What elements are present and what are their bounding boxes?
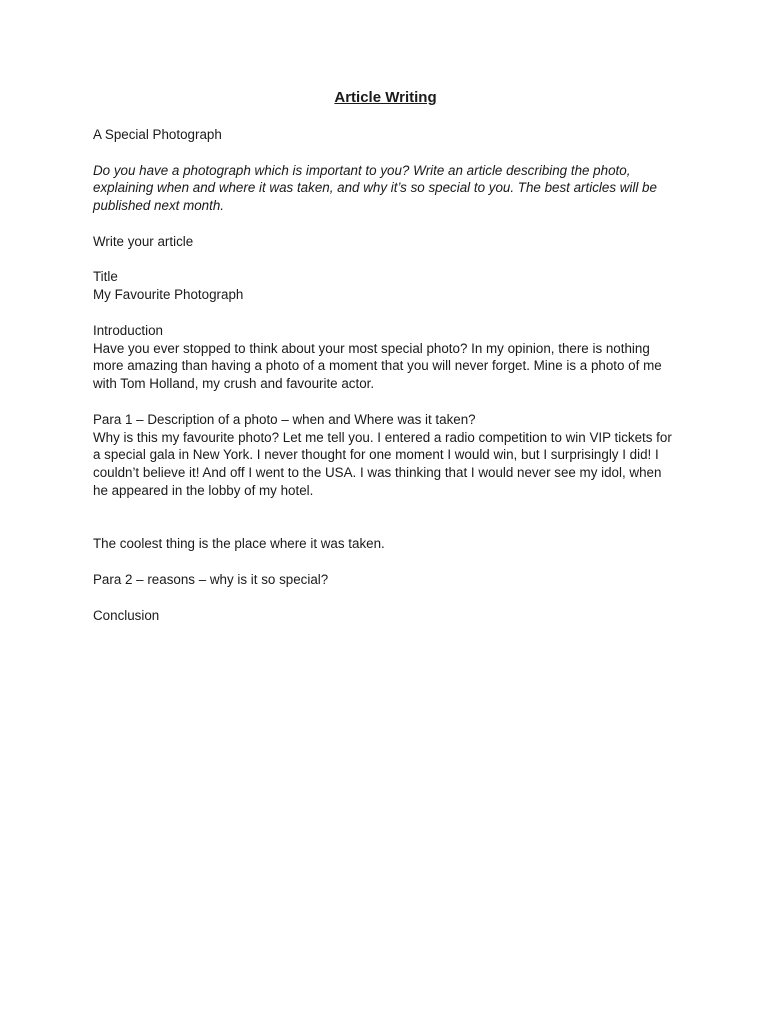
subject-line: A Special Photograph [93, 127, 222, 142]
paragraph-2-heading: Para 2 – reasons – why is it so special? [93, 571, 329, 587]
paragraph-1-section [93, 411, 678, 500]
paragraph-1-text: Why is this my favourite photo? Let me tell you. I entered a radio competition to win VIP tickets for a special gala in New York. I never thought for one moment I would win, but I surprisingly I did! I couldn’t believe it! And off I went to the USA. I was thinking that I would never see my idol, when he appeared in the lobby of my hotel. [93, 429, 672, 498]
title-label: Title [93, 269, 118, 285]
title-section [93, 268, 678, 304]
task-prompt: Do you have a photograph which is important to you? Write an article describing the photo, explaining when and where it was taken, and why it’s so special to you. The best articles will be published next month. [93, 162, 657, 214]
introduction-heading: Introduction [93, 322, 163, 338]
paragraph-1-heading: Para 1 – Description of a photo – when and Where was it taken? [93, 411, 476, 427]
introduction-section [93, 322, 678, 393]
article-title: My Favourite Photograph [93, 287, 244, 303]
instruction-line: Write your article [93, 233, 194, 249]
document-body [93, 88, 678, 642]
introduction-text: Have you ever stopped to think about your most special photo? In my opinion, there is nothing more amazing than having a photo of a moment that you will never forget. Mine is a photo of me with Tom Holland, my crush and favourite actor. [93, 340, 662, 392]
conclusion-heading: Conclusion [93, 607, 160, 623]
document-title: Article Writing [334, 89, 437, 106]
coolest-thing-line: The coolest thing is the place where it was taken. [93, 536, 385, 552]
